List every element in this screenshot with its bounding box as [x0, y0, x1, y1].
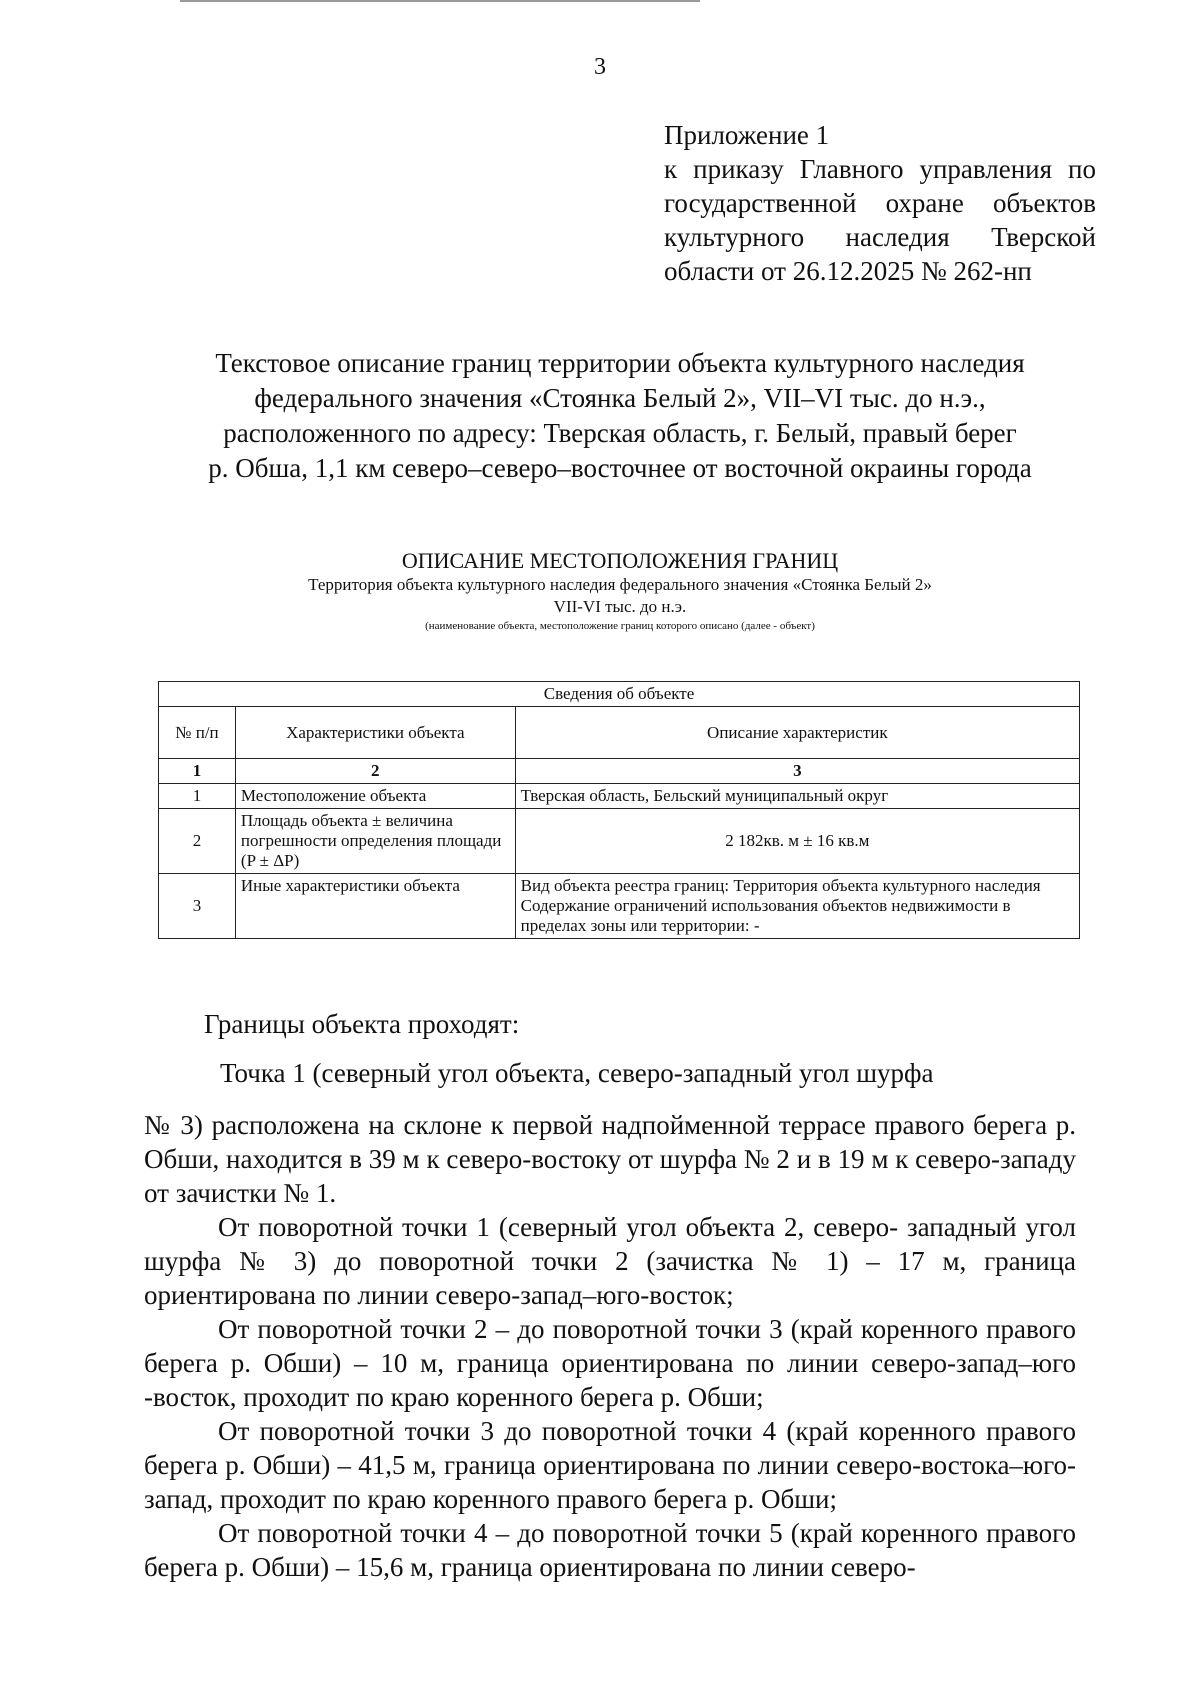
- table-header-characteristic: Характеристики объекта: [235, 707, 515, 759]
- annex-line: к приказу Главного управления по: [664, 154, 1096, 184]
- title-line: федерального значения «Стоянка Белый 2», VII–VI тыс. до н.э.,: [254, 383, 986, 413]
- point1-intro: Точка 1 (северный угол объекта, северо-западный угол шурфа: [220, 1058, 934, 1088]
- document-title: [150, 346, 1090, 486]
- row-description: 2 182кв. м ± 16 кв.м: [515, 809, 1079, 874]
- body-paragraph: От поворотной точки 4 – до поворотной точки 5 (край коренного правого берега р. Обши) – 15,6 м, граница ориентирована по линии северо-: [144, 1518, 1076, 1582]
- object-info-table: [158, 681, 1080, 939]
- annex-line: культурного наследия Тверской: [664, 222, 1096, 252]
- table-row: [159, 784, 1080, 809]
- row-characteristic: Площадь объекта ± величина погрешности определения площади (P ± ΔP): [235, 809, 515, 874]
- body-paragraph: От поворотной точки 3 до поворотной точки 4 (край коренного правого берега р. Обши) – 41,5 м, граница ориентирована по линии северо-востока–юго-запад, проходит по краю коренного правого берега р. Обши;: [144, 1416, 1076, 1514]
- annex-line: государственной охране объектов: [664, 188, 1096, 218]
- table-caption: Сведения об объекте: [159, 682, 1080, 707]
- row-num: 2: [159, 809, 236, 874]
- table-col-number: 3: [515, 759, 1079, 784]
- row-description: Тверская область, Бельский муниципальный округ: [515, 784, 1079, 809]
- table-header-num: № п/п: [159, 707, 236, 759]
- title-line: Текстовое описание границ территории объекта культурного наследия: [215, 348, 1025, 378]
- body-text: [144, 1108, 1076, 1584]
- row-description-line: Содержание ограничений использования объектов недвижимости в пределах зоны или территории: -: [520, 896, 1011, 935]
- description-heading: ОПИСАНИЕ МЕСТОПОЛОЖЕНИЯ ГРАНИЦ: [401, 548, 839, 573]
- annex-line: области от 26.12.2025 № 262-нп: [664, 256, 1032, 286]
- object-period: VII-VI тыс. до н.э.: [553, 597, 687, 616]
- table-row: [159, 874, 1080, 939]
- object-caption: (наименование объекта, местоположение границ которого описано (далее - объект): [425, 620, 815, 632]
- object-name: Территория объекта культурного наследия федерального значения «Стоянка Белый 2»: [308, 575, 932, 594]
- table-header-description: Описание характеристик: [515, 707, 1079, 759]
- title-line: р. Обша, 1,1 км северо–северо–восточнее от восточной окраины города: [208, 453, 1032, 483]
- row-characteristic: Иные характеристики объекта: [235, 874, 515, 939]
- body-paragraph: От поворотной точки 1 (северный угол объекта 2, северо- западный угол шурфа № 3) до поворотной точки 2 (зачистка № 1) – 17 м, граница ориентирована по линии северо-запад–юго-восток;: [144, 1212, 1076, 1310]
- table-col-number: 2: [235, 759, 515, 784]
- row-num: 1: [159, 784, 236, 809]
- body-paragraph: От поворотной точки 2 – до поворотной точки 3 (край коренного правого берега р. Обши) – 10 м, граница ориентирована по линии северо-запад–юго -восток, проходит по краю коренного берега р. Обши;: [144, 1314, 1076, 1412]
- bounds-intro: Границы объекта проходят:: [204, 1009, 520, 1039]
- row-characteristic: Местоположение объекта: [235, 784, 515, 809]
- description-header: [150, 548, 1090, 634]
- table-row: [159, 809, 1080, 874]
- body-paragraph: № 3) расположена на склоне к первой надпойменной террасе правого берега р. Обши, находится в 39 м к северо-востоку от шурфа № 2 и в 19 м к северо-западу от зачистки № 1.: [144, 1110, 1076, 1208]
- row-num: 3: [159, 874, 236, 939]
- scan-top-rule: [180, 0, 700, 2]
- annex-block: [664, 118, 1096, 288]
- row-description: [515, 874, 1079, 939]
- row-description-line: Вид объекта реестра границ: Территория объекта культурного наследия: [520, 876, 1041, 895]
- table-col-number: 1: [159, 759, 236, 784]
- page-number: 3: [594, 54, 606, 80]
- annex-line: Приложение 1: [664, 120, 830, 150]
- title-line: расположенного по адресу: Тверская область, г. Белый, правый берег: [223, 418, 1017, 448]
